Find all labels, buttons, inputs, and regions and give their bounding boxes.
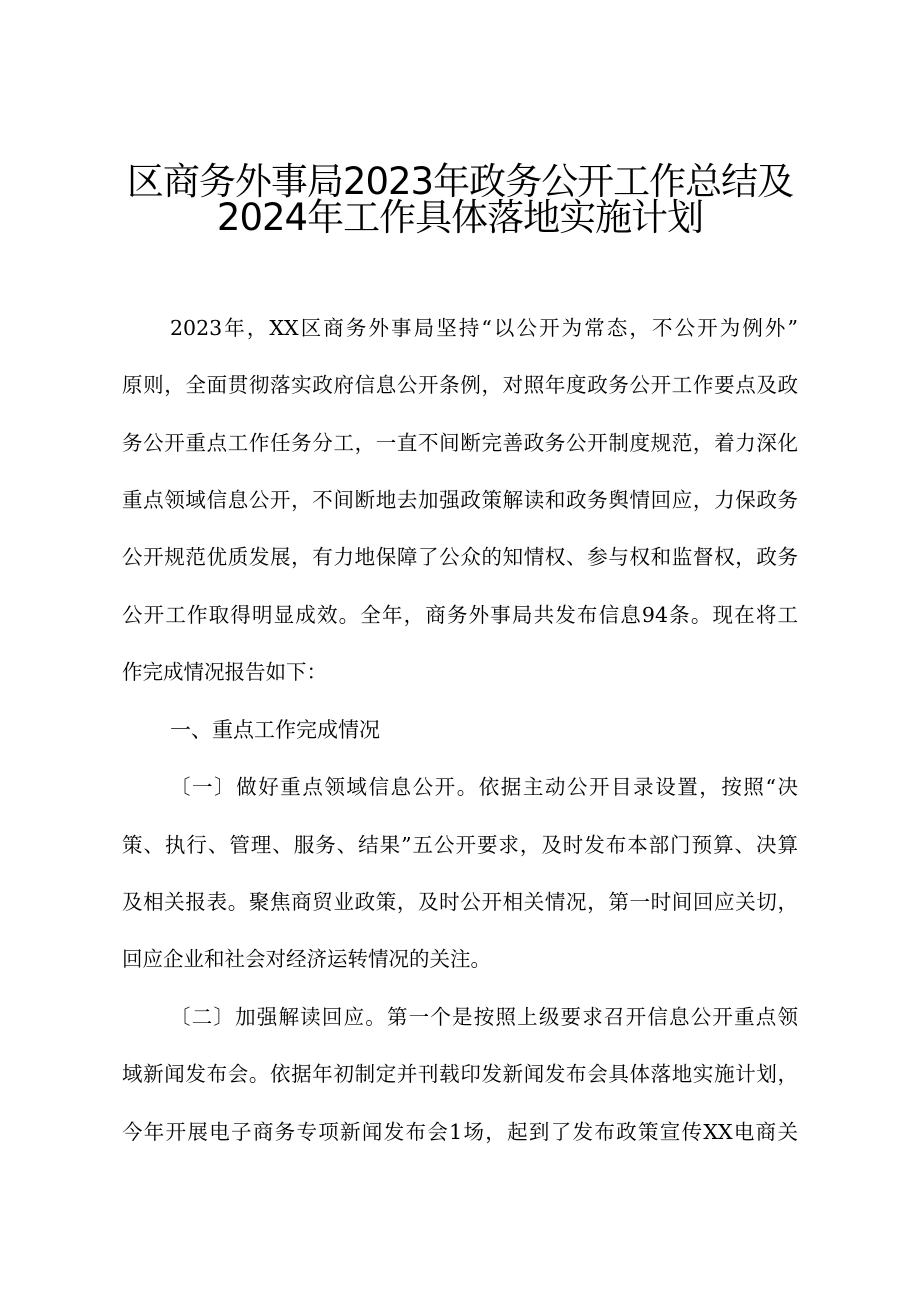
intro-paragraph-line: 公开工作取得明显成效。全年，商务外事局共发布信息94条。现在将工 [122, 603, 798, 627]
document-title-line-1: 区商务外事局2023年政务公开工作总结及 [126, 160, 794, 203]
intro-paragraph-line: 务公开重点工作任务分工，一直不间断完善政务公开制度规范，着力深化 [122, 431, 798, 455]
item-2-paragraph-line: 域新闻发布会。依据年初制定并刊载印发新闻发布会具体落地实施计划， [122, 1062, 798, 1086]
intro-paragraph-line: 公开规范优质发展，有力地保障了公众的知情权、参与权和监督权，政务 [122, 545, 798, 569]
item-2-paragraph-line: 今年开展电子商务专项新闻发布会1场，起到了发布政策宣传XX电商关 [122, 1120, 798, 1144]
intro-paragraph-line: 原则，全面贯彻落实政府信息公开条例，对照年度政务公开工作要点及政 [122, 373, 798, 397]
item-1-paragraph-line: 〔一〕做好重点领域信息公开。依据主动公开目录设置，按照“决 [170, 775, 798, 799]
intro-paragraph-line: 重点领域信息公开，不间断地去加强政策解读和政务舆情回应，力保政务 [122, 488, 798, 512]
intro-paragraph-line: 2023年，XX区商务外事局坚持“以公开为常态，不公开为例外” [170, 316, 798, 340]
section-heading: 一、重点工作完成情况 [170, 718, 380, 742]
intro-paragraph-line: 作完成情况报告如下： [122, 660, 327, 684]
item-2-paragraph-line: 〔二〕加强解读回应。第一个是按照上级要求召开信息公开重点领 [170, 1005, 798, 1029]
item-1-paragraph-line: 回应企业和社会对经济运转情况的关注。 [122, 947, 491, 971]
item-1-paragraph-line: 及相关报表。聚焦商贸业政策，及时公开相关情况，第一时间回应关切， [122, 890, 798, 914]
item-1-paragraph-line: 策、执行、管理、服务、结果”五公开要求，及时发布本部门预算、决算 [122, 833, 798, 857]
document-title-line-2: 2024年工作具体落地实施计划 [216, 196, 704, 239]
